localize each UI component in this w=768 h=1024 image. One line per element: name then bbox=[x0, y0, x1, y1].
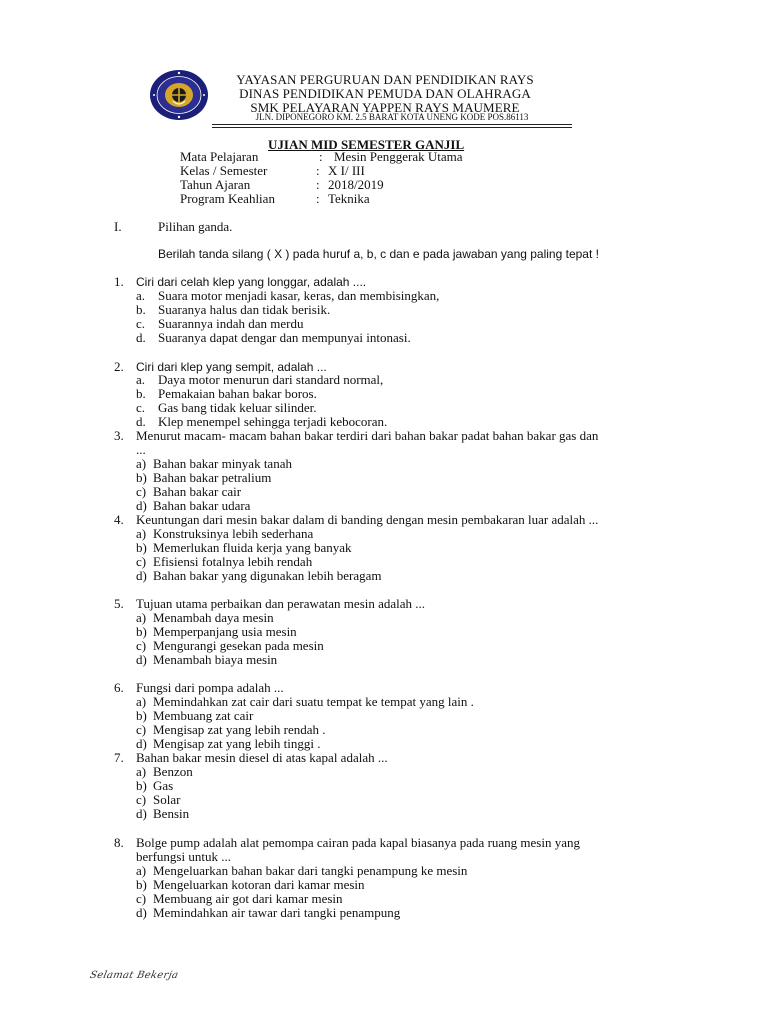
question-text: Menurut macam- macam bahan bakar terdiri dari bahan bakar padat bahan bakar gas dan bbox=[136, 428, 599, 443]
option-letter: b) bbox=[136, 708, 147, 723]
option-text: Gas bang tidak keluar silinder. bbox=[158, 400, 317, 415]
option-letter: a) bbox=[136, 526, 147, 541]
info-colon: : bbox=[316, 163, 320, 178]
option-letter: a) bbox=[136, 764, 147, 779]
option-text: Bahan bakar cair bbox=[153, 484, 242, 499]
question-text: Ciri dari klep yang sempit, adalah ... bbox=[136, 360, 327, 374]
info-label: Kelas / Semester bbox=[180, 163, 268, 178]
option-text: Bahan bakar udara bbox=[153, 498, 251, 513]
info-value-subject: Mesin Penggerak Utama bbox=[334, 149, 463, 164]
option-letter: a) bbox=[136, 863, 147, 878]
option-letter: d) bbox=[136, 652, 147, 667]
option-letter: c) bbox=[136, 554, 147, 569]
option-letter: d) bbox=[136, 736, 147, 751]
header-line-3: SMK PELAYARAN YAPPEN RAYS MAUMERE bbox=[250, 100, 520, 115]
option-letter: c) bbox=[136, 722, 147, 737]
section-title: Pilihan ganda. bbox=[158, 219, 233, 234]
header-address: JLN. DIPONEGORO KM. 2.5 BARAT KOTA UNENG KODE POS.86113 bbox=[255, 112, 529, 122]
option-text: Pemakaian bahan bakar boros. bbox=[158, 386, 317, 401]
option-letter: d) bbox=[136, 498, 147, 513]
option-text: Memerlukan fluida kerja yang banyak bbox=[153, 540, 352, 555]
info-colon: : bbox=[319, 149, 323, 164]
option-text: Mengisap zat yang lebih rendah . bbox=[153, 722, 326, 737]
question-text: Ciri dari celah klep yang longgar, adalah .... bbox=[136, 275, 367, 289]
question-text-continued: ... bbox=[136, 442, 146, 457]
option-text: Gas bbox=[153, 778, 174, 793]
option-text: Membuang air got dari kamar mesin bbox=[153, 891, 343, 906]
section-instruction: Berilah tanda silang ( X ) pada huruf a, b, c dan e pada jawaban yang paling tepat ! bbox=[158, 247, 599, 261]
option-text: Memindahkan zat cair dari suatu tempat ke tempat yang lain . bbox=[153, 694, 474, 709]
option-text: Suaranya halus dan tidak berisik. bbox=[158, 302, 331, 317]
info-colon: : bbox=[316, 191, 320, 206]
option-letter: c) bbox=[136, 638, 147, 653]
option-letter: a. bbox=[136, 372, 146, 387]
info-colon: : bbox=[316, 177, 320, 192]
option-letter: b. bbox=[136, 386, 146, 401]
question-number: 8. bbox=[114, 835, 124, 850]
question-text: Keuntungan dari mesin bakar dalam di banding dengan mesin pembakaran luar adalah ... bbox=[136, 512, 599, 527]
option-text: Suaranya dapat dengar dan mempunyai intonasi. bbox=[158, 330, 411, 345]
option-text: Bahan bakar yang digunakan lebih beragam bbox=[153, 568, 382, 583]
exam-title: UJIAN MID SEMESTER GANJIL bbox=[268, 137, 465, 152]
option-letter: a. bbox=[136, 288, 146, 303]
option-letter: b) bbox=[136, 470, 147, 485]
question-number: 7. bbox=[114, 750, 124, 765]
option-letter: b) bbox=[136, 778, 147, 793]
question-number: 1. bbox=[114, 274, 124, 289]
header-line-2: DINAS PENDIDIKAN PEMUDA DAN OLAHRAGA bbox=[239, 86, 531, 101]
section-number: I. bbox=[114, 219, 122, 234]
option-text: Membuang zat cair bbox=[153, 708, 254, 723]
option-text: Menambah daya mesin bbox=[153, 610, 274, 625]
question-text: Bahan bakar mesin diesel di atas kapal adalah ... bbox=[136, 750, 388, 765]
option-letter: c. bbox=[136, 400, 146, 415]
header-divider bbox=[212, 124, 572, 125]
question-text-continued: berfungsi untuk ... bbox=[136, 849, 231, 864]
option-text: Memperpanjang usia mesin bbox=[153, 624, 297, 639]
option-text: Efisiensi fotalnya lebih rendah bbox=[153, 554, 313, 569]
option-text: Suarannya indah dan merdu bbox=[158, 316, 304, 331]
option-text: Mengisap zat yang lebih tinggi . bbox=[153, 736, 321, 751]
option-text: Menambah biaya mesin bbox=[153, 652, 278, 667]
option-text: Benzon bbox=[153, 764, 193, 779]
option-letter: c) bbox=[136, 891, 147, 906]
option-letter: b) bbox=[136, 877, 147, 892]
option-text: Daya motor menurun dari standard normal, bbox=[158, 372, 384, 387]
option-letter: d) bbox=[136, 905, 147, 920]
header-line-1: YAYASAN PERGURUAN DAN PENDIDIKAN RAYS bbox=[236, 72, 534, 87]
info-value-class: X I/ III bbox=[328, 163, 365, 178]
info-label: Mata Pelajaran bbox=[180, 149, 259, 164]
option-letter: c. bbox=[136, 316, 146, 331]
question-number: 4. bbox=[114, 512, 124, 527]
footer-signature: Selamat Bekerja bbox=[88, 970, 180, 981]
option-text: Mengeluarkan kotoran dari kamar mesin bbox=[153, 877, 365, 892]
option-letter: a) bbox=[136, 694, 147, 709]
option-text: Solar bbox=[153, 792, 181, 807]
question-number: 5. bbox=[114, 596, 124, 611]
option-letter: c) bbox=[136, 792, 147, 807]
option-letter: d. bbox=[136, 414, 146, 429]
option-text: Bahan bakar petralium bbox=[153, 470, 272, 485]
option-text: Bahan bakar minyak tanah bbox=[153, 456, 292, 471]
header-divider-thin bbox=[212, 127, 572, 128]
option-letter: d. bbox=[136, 330, 146, 345]
question-text: Bolge pump adalah alat pemompa cairan pada kapal biasanya pada ruang mesin yang bbox=[136, 835, 580, 850]
option-text: Mengurangi gesekan pada mesin bbox=[153, 638, 324, 653]
option-letter: b) bbox=[136, 540, 147, 555]
option-text: Memindahkan air tawar dari tangki penampung bbox=[153, 905, 401, 920]
option-letter: c) bbox=[136, 484, 147, 499]
question-number: 6. bbox=[114, 680, 124, 695]
question-number: 2. bbox=[114, 359, 124, 374]
option-text: Suara motor menjadi kasar, keras, dan membisingkan, bbox=[158, 288, 440, 303]
option-text: Bensin bbox=[153, 806, 190, 821]
info-label: Program Keahlian bbox=[180, 191, 275, 206]
option-letter: a) bbox=[136, 456, 147, 471]
info-label: Tahun Ajaran bbox=[180, 177, 251, 192]
question-text: Fungsi dari pompa adalah ... bbox=[136, 680, 284, 695]
option-letter: d) bbox=[136, 806, 147, 821]
option-letter: d) bbox=[136, 568, 147, 583]
question-number: 3. bbox=[114, 428, 124, 443]
option-letter: b. bbox=[136, 302, 146, 317]
info-value-year: 2018/2019 bbox=[328, 177, 384, 192]
option-text: Klep menempel sehingga terjadi kebocoran. bbox=[158, 414, 388, 429]
option-text: Konstruksinya lebih sederhana bbox=[153, 526, 314, 541]
question-text: Tujuan utama perbaikan dan perawatan mesin adalah ... bbox=[136, 596, 426, 611]
option-letter: b) bbox=[136, 624, 147, 639]
info-value-program: Teknika bbox=[328, 191, 370, 206]
option-text: Mengeluarkan bahan bakar dari tangki penampung ke mesin bbox=[153, 863, 468, 878]
option-letter: a) bbox=[136, 610, 147, 625]
